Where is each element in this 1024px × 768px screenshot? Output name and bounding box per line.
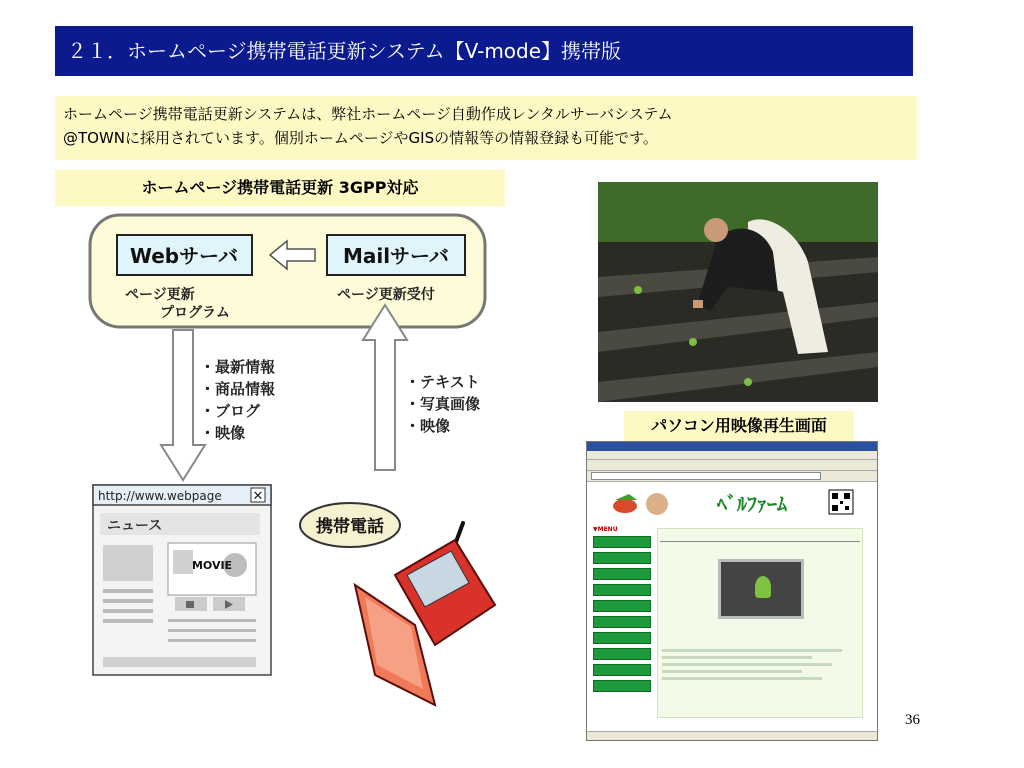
browser-address-bar bbox=[587, 471, 877, 482]
browser-titlebar bbox=[587, 442, 877, 451]
stop-icon bbox=[186, 601, 194, 608]
browser-url: http://www.webpage bbox=[98, 489, 222, 503]
up-item: ・写真画像 bbox=[405, 395, 481, 413]
movie-label: MOVIE bbox=[191, 559, 233, 572]
diagram-title: ホームページ携帯電話更新 3GPP対応 bbox=[55, 170, 505, 206]
down-item: ・最新情報 bbox=[200, 358, 276, 376]
intro-line-2: @TOWNに採用されています。個別ホームページやGISの情報等の情報登録も可能です。 bbox=[63, 129, 658, 147]
up-item: ・映像 bbox=[405, 417, 451, 435]
browser-page bbox=[587, 482, 877, 722]
down-item: ・ブログ bbox=[200, 402, 261, 420]
browser-statusbar bbox=[587, 731, 877, 740]
site-content bbox=[657, 528, 863, 718]
slide-title: ２１．ホームページ携帯電話更新システム【V-mode】携帯版 bbox=[55, 26, 913, 76]
down-item: ・商品情報 bbox=[200, 380, 276, 398]
svg-text:ﾍﾞﾙﾌｧｰﾑ: ﾍﾞﾙﾌｧｰﾑ bbox=[717, 492, 787, 516]
pc-video-label: パソコン用映像再生画面 bbox=[624, 411, 854, 441]
down-arrow-icon bbox=[161, 330, 205, 480]
up-arrow-icon bbox=[363, 305, 407, 470]
pc-browser-screenshot bbox=[586, 441, 878, 741]
mobile-phone-icon bbox=[355, 523, 495, 705]
down-item: ・映像 bbox=[200, 424, 246, 442]
farmer-photo bbox=[598, 182, 878, 402]
intro-box bbox=[55, 96, 917, 160]
browser-menubar bbox=[587, 451, 877, 460]
web-caption-1: ページ更新 bbox=[125, 287, 195, 303]
site-sidebar: ▼MENU bbox=[593, 526, 653, 696]
intro-line-1: ホームページ携帯電話更新システムは、弊社ホームページ自動作成レンタルサーバシステム bbox=[63, 105, 673, 123]
browser-toolbar bbox=[587, 460, 877, 471]
phone-label: 携帯電話 bbox=[316, 517, 384, 537]
browser-illustration bbox=[93, 485, 271, 675]
up-item: ・テキスト bbox=[405, 373, 480, 391]
page-number: 36 bbox=[905, 712, 920, 728]
news-label: ニュース bbox=[107, 518, 163, 534]
mail-server-label: Mailサーバ bbox=[342, 244, 450, 268]
close-icon: ✕ bbox=[252, 489, 264, 504]
video-player bbox=[718, 559, 804, 619]
mail-caption: ページ更新受付 bbox=[337, 287, 435, 303]
web-server-label: Webサーバ bbox=[129, 244, 239, 268]
system-diagram bbox=[55, 205, 585, 715]
web-caption-2: プログラム bbox=[160, 305, 230, 321]
site-header bbox=[607, 486, 857, 520]
